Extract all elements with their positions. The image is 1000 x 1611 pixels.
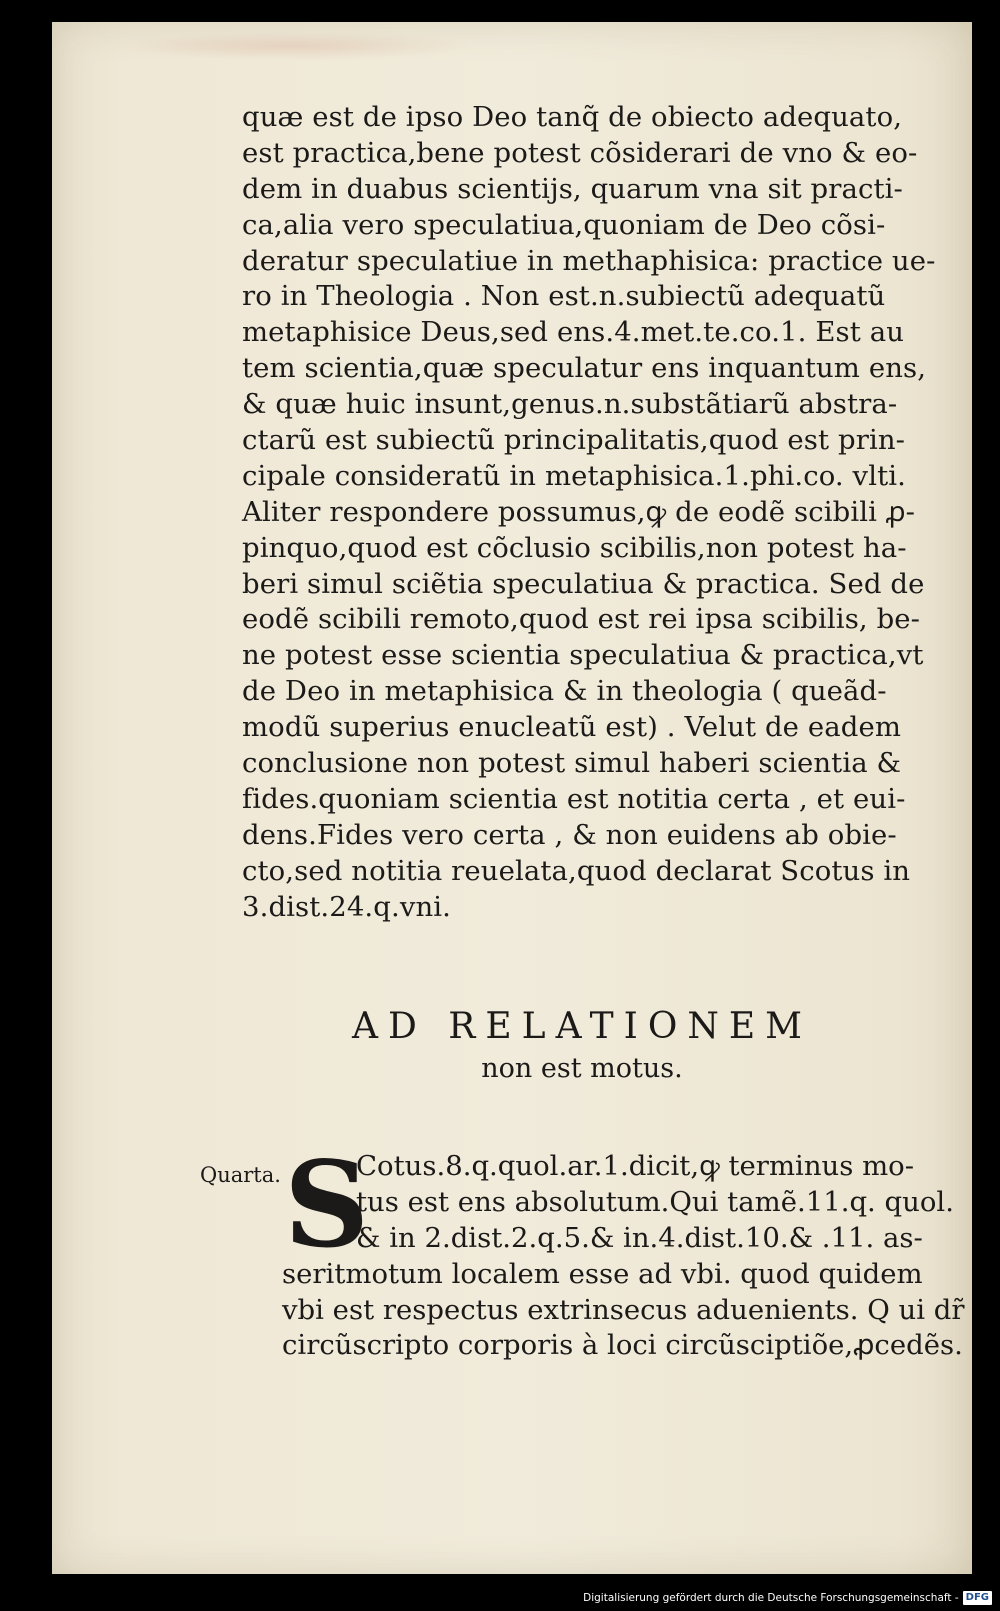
text-line: vbi est respectus extrinsecus aduenients. Q ui dr̃ xyxy=(282,1293,965,1326)
text-line: ne potest esse scientia speculatiua & practica,vt xyxy=(242,639,924,672)
marginal-note: Quarta. xyxy=(200,1163,281,1187)
text-line: & in 2.dist.2.q.5.& in.4.dist.10.& .11. as- xyxy=(356,1221,923,1254)
text-line: ca,alia vero speculatiua,quoniam de Deo cõsi- xyxy=(242,208,886,241)
section-paragraph xyxy=(282,1149,965,1364)
text-line: 3.dist.24.q.vni. xyxy=(242,890,452,923)
text-line: eodẽ scibili remoto,quod est rei ipsa scibilis, be- xyxy=(242,603,921,636)
body-text xyxy=(242,100,936,925)
text-line: dens.Fides vero certa , & non euidens ab obie- xyxy=(242,818,897,851)
text-line: metaphisice Deus,sed ens.4.met.te.co.1. Est au xyxy=(242,316,905,349)
text-line: circũscripto corporis à loci circũsciptiõe,ꝓcedẽs. xyxy=(282,1329,963,1362)
text-line: ro in Theologia . Non est.n.subiectũ adequatũ xyxy=(242,280,886,313)
book-page xyxy=(52,22,972,1574)
heading-subtitle: non est motus. xyxy=(481,1053,683,1084)
text-line: beri simul sciẽtia speculatiua & practica. Sed de xyxy=(242,567,925,600)
text-line: est practica,bene potest cõsiderari de vno & eo- xyxy=(242,136,918,169)
text-line: & quæ huic insunt,genus.n.substãtiarũ abstra- xyxy=(242,388,898,421)
dfg-logo: DFG xyxy=(963,1591,992,1605)
drop-cap: S xyxy=(284,1135,370,1274)
text-line: tem scientia,quæ speculatur ens inquantum ens, xyxy=(242,352,927,385)
text-line: quæ est de ipso Deo tanq̃ de obiecto adequato, xyxy=(242,101,903,133)
text-line: pinquo,quod est cõclusio scibilis,non potest ha- xyxy=(242,531,907,564)
text-line: deratur speculatiue in methaphisica: practice ue- xyxy=(242,244,936,277)
text-line: seritmotum localem esse ad vbi. quod quidem xyxy=(282,1257,923,1290)
text-line: cto,sed notitia reuelata,quod declarat Scotus in xyxy=(242,854,911,887)
digitization-credit xyxy=(583,1589,992,1607)
text-line: cipale consideratũ in metaphisica.1.phi.co. vlti. xyxy=(242,459,906,492)
text-line: tus est ens absolutum.Qui tamẽ.11.q. quol. xyxy=(356,1185,954,1218)
section-heading xyxy=(242,1005,922,1087)
credit-text: Digitalisierung gefördert durch die Deutsche Forschungsgemeinschaft - xyxy=(583,1592,959,1604)
text-line: conclusione non potest simul haberi scientia & xyxy=(242,747,902,780)
text-line: fides.quoniam scientia est notitia certa , et eui- xyxy=(242,782,906,815)
text-line: dem in duabus scientijs, quarum vna sit practi- xyxy=(242,172,903,205)
text-line: ctarũ est subiectũ principalitatis,quod est prin- xyxy=(242,424,906,457)
text-line: modũ superius enucleatũ est) . Velut de eadem xyxy=(242,711,902,744)
text-line: Cotus.8.q.quol.ar.1.dicit,ꝙ terminus mo- xyxy=(356,1150,915,1182)
text-line: Aliter respondere possumus,ꝙ de eodẽ scibili ꝓ- xyxy=(242,495,915,528)
text-line: de Deo in metaphisica & in theologia ( queãd- xyxy=(242,675,887,708)
heading-title: AD RELATIONEM xyxy=(351,1006,812,1047)
